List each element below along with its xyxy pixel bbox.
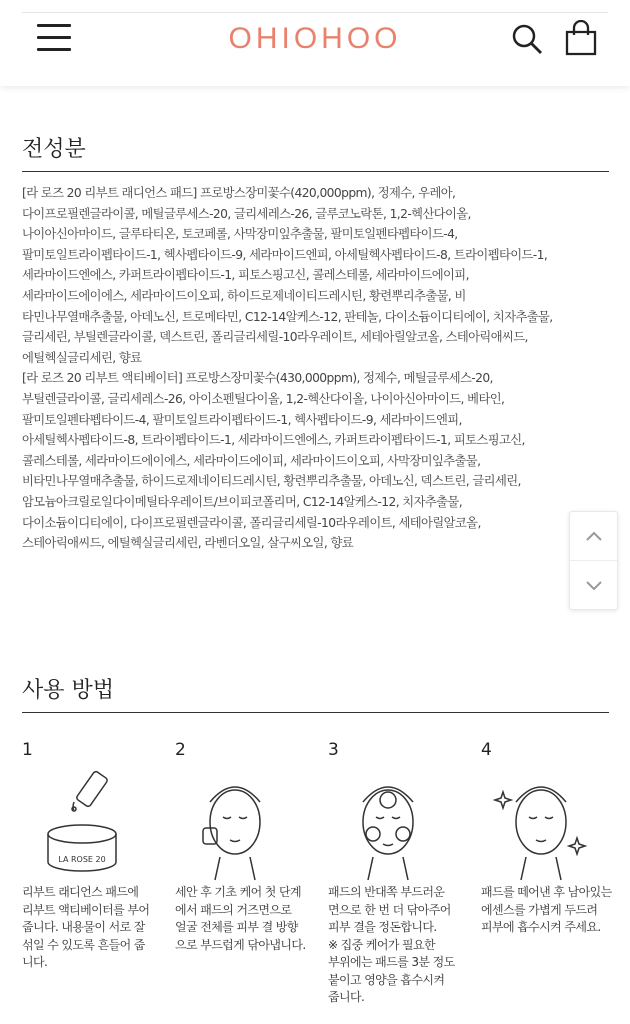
shopping-bag-icon[interactable] (564, 20, 598, 56)
text-line: 타민나무열매추출물, 아데노신, 트로메타민, C12-14알케스-12, 판테놀, 다이소듐이디티에이, 치자추출물, (22, 309, 553, 324)
text-line: 팔미토일트라이펩타이드-1, 헥사펩타이드-9, 세라마이드엔피, 아세틸헥사펩타이드-8, 트라이펩타이드-1, (22, 247, 548, 262)
text-line: 글리세린, 부틸렌글라이콜, 덱스트린, 폴리글리세릴-10라우레이트, 세테아릴알코올, 스테아릭애씨드, (22, 330, 528, 345)
text-line: 리부트 래디언스 패드에 (22, 885, 139, 899)
text-line: 얼굴 전체를 피부 결 방향 (175, 920, 298, 934)
text-line: 나이아신아마이드, 글루타티온, 토코페롤, 사막장미잎추출물, 팔미토일펜타펩타이드-4, (22, 227, 458, 242)
text-line: 니다. (22, 955, 48, 969)
usage-title: 사용 방법 (22, 678, 115, 703)
text-line: 에틸헥실글리세린, 향료 (22, 350, 142, 365)
text-line: 섞일 수 있도록 흔들어 줍 (22, 937, 145, 952)
search-icon[interactable] (510, 22, 544, 56)
usage-step-3 (328, 740, 468, 1004)
step-number: 3 (328, 740, 339, 760)
text-line: 으로 부드럽게 닦아냅니다. (175, 937, 306, 952)
text-line: 피부에 흡수시켜 주세요. (481, 920, 601, 934)
divider (22, 12, 608, 13)
step-number: 4 (481, 740, 492, 760)
logo[interactable]: OHIOHOO (228, 22, 402, 55)
text-line: 줍니다. 내용물이 서로 잘 (22, 920, 145, 934)
step-description (481, 884, 612, 937)
text-line: ※ 집중 케어가 필요한 (328, 937, 436, 952)
chevron-up-icon (585, 530, 603, 542)
text-line: 에센스를 가볍게 두드려 (481, 902, 598, 917)
text-line: 세안 후 기초 케어 첫 단계 (175, 885, 301, 899)
text-line: 암모늄아크릴로일다이메틸타우레이트/브이피코폴리머, C12-14알케스-12, 치자추출물, (22, 494, 463, 509)
scroll-down-button[interactable] (570, 561, 617, 610)
ingredients-list (22, 183, 612, 554)
divider (22, 171, 609, 172)
text-line: 세라마이드에이에스, 세라마이드이오피, 하이드로제네이티드레시틴, 황련뿌리추출물, 비 (22, 288, 466, 303)
text-line: 피부 결을 정돈합니다. (328, 920, 437, 934)
step-number: 2 (175, 740, 186, 760)
text-line: [라 로즈 20 리부트 래디언스 패드] 프로방스장미꽃수(420,000ppm), 정제수, 우레아, (22, 186, 456, 200)
text-line: 줍니다. (328, 990, 365, 1004)
text-line: 다이소듐이디티에이, 다이프로필렌글라이콜, 폴리글리세릴-10라우레이트, 세테아릴알코올, (22, 515, 481, 530)
face-wipe-illustration (175, 762, 295, 882)
text-line: 콜레스테롤, 세라마이드에이에스, 세라마이드에이피, 세라마이드이오피, 사막장미잎추출물, (22, 453, 481, 468)
text-line: 부위에는 패드를 3분 정도 (328, 955, 455, 969)
scroll-buttons (569, 511, 618, 610)
text-line: 부틸렌글라이콜, 글리세레스-26, 아이소펜틸다이올, 1,2-헥산다이올, 나이아신아마이드, 베타인, (22, 391, 505, 406)
usage-step-2 (175, 740, 315, 952)
text-line: 붙이고 영양을 흡수시켜 (328, 972, 445, 987)
face-sparkle-illustration (481, 762, 601, 882)
text-line: 비타민나무열매추출물, 하이드로제네이티드레시틴, 황련뿌리추출물, 아데노신, 덱스트린, 글리세린, (22, 474, 521, 489)
text-line: 아세틸헥사펩타이드-8, 트라이펩타이드-1, 세라마이드엔에스, 카퍼트라이펩타이드-1, 피토스핑고신, (22, 433, 525, 448)
step-description (22, 884, 149, 972)
usage-step-4 (481, 740, 621, 934)
step-description (328, 884, 455, 1007)
text-line: 패드를 떼어낸 후 남아있는 (481, 885, 612, 899)
text-line: 면으로 한 번 더 닦아주어 (328, 902, 451, 917)
text-line: 스테아릭애씨드, 에틸헥실글리세린, 라벤더오일, 살구씨오일, 향료 (22, 536, 353, 551)
header (0, 0, 630, 86)
text-line: 패드의 반대쪽 부드러운 (328, 885, 445, 899)
text-line: 리부트 액티베이터를 부어 (22, 902, 150, 917)
text-line: 다이프로필렌글라이콜, 메틸글루세스-20, 글리세레스-26, 글루코노락톤, 1,2-헥산다이올, (22, 206, 471, 221)
text-line: 세라마이드엔에스, 카퍼트라이펩타이드-1, 피토스핑고신, 콜레스테롤, 세라마이드에이피, (22, 268, 469, 283)
product-jar-illustration (22, 762, 142, 882)
text-line: 에서 패드의 거즈면으로 (175, 902, 292, 917)
text-line: 팔미토일펜타펩타이드-4, 팔미토일트라이펩타이드-1, 헥사펩타이드-9, 세라마이드엔피, (22, 412, 462, 427)
text-line: [라 로즈 20 리부트 액티베이터] 프로방스장미꽃수(430,000ppm), 정제수, 메틸글루세스-20, (22, 371, 493, 386)
chevron-down-icon (585, 580, 603, 592)
ingredients-title: 전성분 (22, 137, 86, 162)
step-number: 1 (22, 740, 33, 760)
face-pad-illustration (328, 762, 448, 882)
jar-label: LA ROSE 20 (58, 855, 106, 864)
divider (22, 712, 609, 713)
step-description (175, 884, 306, 954)
usage-step-1 (22, 740, 162, 969)
scroll-up-button[interactable] (570, 512, 617, 561)
